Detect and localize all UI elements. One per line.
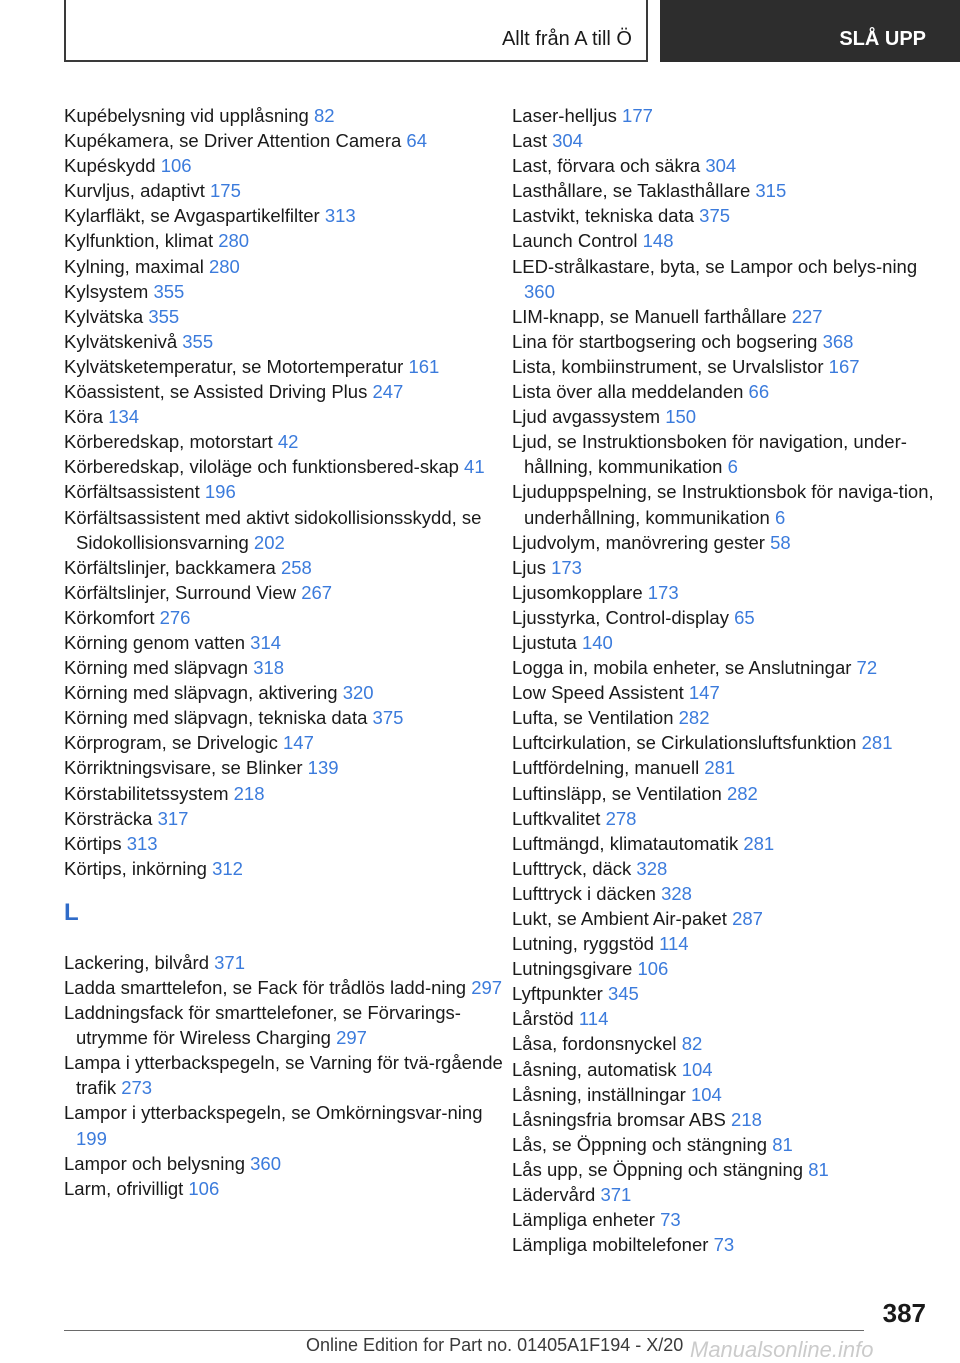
index-page-link[interactable]: 81 <box>808 1158 829 1180</box>
index-entry-text: Körtips <box>64 832 122 854</box>
index-list-k <box>64 103 504 881</box>
index-entry <box>64 605 504 630</box>
index-page-link[interactable]: 114 <box>659 933 689 955</box>
index-entry <box>512 1232 952 1257</box>
index-entry-text: Kylarfläkt, se Avgaspartikelfilter <box>64 205 320 227</box>
index-entry <box>512 1107 952 1132</box>
index-entry-text: Lufttryck, däck <box>512 857 632 879</box>
index-entry <box>64 379 504 404</box>
index-entry <box>512 178 952 203</box>
index-entry-text: Körberedskap, viloläge och funktionsbered-skap <box>64 456 459 478</box>
index-entry-text: Lampor i ytterbackspegeln, se Omkörningsvar-ning <box>64 1102 483 1124</box>
index-entry <box>64 279 504 304</box>
index-entry-text: Lampa i ytterbackspegeln, se Varning för tvä-rgående trafik <box>64 1052 503 1099</box>
index-page-link[interactable]: 202 <box>253 531 285 553</box>
index-entry <box>512 630 952 655</box>
index-entry <box>512 1057 952 1082</box>
index-page-link[interactable]: 173 <box>647 581 679 603</box>
index-page-link[interactable]: 218 <box>233 782 265 804</box>
index-entry <box>64 781 504 806</box>
index-page-link[interactable]: 65 <box>734 606 755 628</box>
index-entry <box>512 1182 952 1207</box>
index-entry <box>64 580 504 605</box>
index-entry-text: Körning med släpvagn <box>64 657 249 679</box>
index-page-link[interactable]: 81 <box>772 1133 793 1155</box>
index-entry-text: Lina för startbogsering och bogsering <box>512 330 818 352</box>
index-entry <box>512 580 952 605</box>
index-entry <box>64 655 504 680</box>
index-entry <box>64 1000 504 1050</box>
index-entry-text: Ladda smarttelefon, se Fack för trådlös ladd-ning <box>64 977 467 998</box>
index-entry <box>512 806 952 831</box>
index-page-link[interactable]: 371 <box>600 1184 632 1206</box>
index-entry-text: Lampor och belysning <box>64 1152 245 1174</box>
index-entry <box>512 730 952 755</box>
index-entry-text: Last, förvara och säkra <box>512 155 701 177</box>
index-entry <box>512 781 952 806</box>
index-entry-text: Luftinsläpp, se Ventilation <box>512 782 722 804</box>
index-entry <box>64 730 504 755</box>
index-list-l-left <box>64 950 504 1201</box>
index-page-link[interactable]: 320 <box>342 682 374 704</box>
index-entry <box>64 304 504 329</box>
index-entry <box>64 555 504 580</box>
index-entry-text: Lufta, se Ventilation <box>512 707 674 729</box>
index-entry-text: Körtips, inkörning <box>64 857 207 879</box>
index-entry-text: LIM-knapp, se Manuell farthållare <box>512 305 787 327</box>
index-entry-text: Kurvljus, adaptivt <box>64 180 205 202</box>
index-entry <box>512 479 952 529</box>
index-page-link[interactable]: 139 <box>307 757 339 779</box>
index-entry-text: Ljus <box>512 556 546 578</box>
index-page-link[interactable]: 58 <box>770 531 791 553</box>
index-entry <box>512 404 952 429</box>
index-entry-text: Luftfördelning, manuell <box>512 757 700 779</box>
index-entry <box>64 128 504 153</box>
index-entry-text: Ljudvolym, manövrering gester <box>512 531 765 553</box>
index-entry <box>64 950 504 975</box>
index-entry-text: Kylsystem <box>64 280 149 302</box>
index-page-link[interactable]: 73 <box>713 1234 735 1256</box>
index-entry <box>64 203 504 228</box>
index-entry <box>512 555 952 580</box>
index-entry-text: Lasthållare, se Taklasthållare <box>512 180 751 202</box>
index-entry-text: Launch Control <box>512 230 638 252</box>
index-page-link[interactable]: 140 <box>581 631 613 653</box>
index-entry-text: Kylvätskenivå <box>64 330 178 352</box>
index-entry <box>64 1151 504 1176</box>
index-page-link[interactable]: 317 <box>157 807 189 829</box>
index-entry-text: Ljud avgassystem <box>512 406 661 428</box>
index-page-link[interactable]: 167 <box>828 355 860 377</box>
index-page-link[interactable]: 328 <box>636 857 668 879</box>
index-page-link[interactable]: 314 <box>250 631 282 653</box>
index-entry-text: Körfältslinjer, Surround View <box>64 581 297 603</box>
index-page-link[interactable]: 273 <box>121 1077 153 1099</box>
index-page-link[interactable]: 313 <box>126 832 158 854</box>
index-entry <box>64 755 504 780</box>
index-page-link[interactable]: 106 <box>637 958 669 980</box>
index-entry-text: Kylvätsketemperatur, se Motortemperatur <box>64 355 404 377</box>
index-page-link[interactable]: 82 <box>313 105 335 126</box>
index-page-link[interactable]: 375 <box>699 205 731 227</box>
index-page-link[interactable]: 64 <box>406 130 427 152</box>
index-page-link[interactable]: 355 <box>153 280 185 302</box>
index-page-link[interactable]: 6 <box>727 456 738 478</box>
index-list-l-right <box>512 103 952 1257</box>
index-page-link[interactable]: 199 <box>76 1127 107 1149</box>
index-entry <box>64 505 504 555</box>
index-page-link[interactable]: 82 <box>681 1033 703 1055</box>
index-entry-text: Körkomfort <box>64 606 155 628</box>
index-page-link[interactable]: 360 <box>250 1152 282 1174</box>
index-page-link[interactable]: 267 <box>301 581 333 603</box>
index-page-link[interactable]: 104 <box>681 1058 713 1080</box>
index-entry-text: Låsning, inställningar <box>512 1083 686 1105</box>
index-entry <box>512 856 952 881</box>
index-entry <box>64 856 504 881</box>
index-entry <box>512 379 952 404</box>
index-page-link[interactable]: 282 <box>678 707 710 729</box>
index-entry <box>512 1006 952 1031</box>
index-entry <box>512 655 952 680</box>
index-entry <box>512 203 952 228</box>
index-entry <box>512 831 952 856</box>
index-entry <box>512 153 952 178</box>
index-entry-text: Lista, kombiinstrument, se Urvalslistor <box>512 355 824 377</box>
index-page-link[interactable]: 66 <box>748 381 770 403</box>
index-entry-text: Lås upp, se Öppning och stängning <box>512 1158 804 1180</box>
index-entry-text: Körfältsassistent <box>64 481 200 503</box>
index-entry-text: Luftkvalitet <box>512 807 601 829</box>
index-entry-text: Lämpliga enheter <box>512 1209 655 1231</box>
index-entry-text: Low Speed Assistent <box>512 682 684 704</box>
index-entry-text: Körsträcka <box>64 807 153 829</box>
index-page-link[interactable]: 280 <box>208 255 240 277</box>
index-entry-text: Kylfunktion, klimat <box>64 230 214 252</box>
index-entry-text: Låsa, fordonsnyckel <box>512 1033 677 1055</box>
index-entry <box>64 103 504 128</box>
index-page-link[interactable]: 375 <box>372 707 404 729</box>
index-page-link[interactable]: 175 <box>210 180 241 202</box>
index-page-link[interactable]: 41 <box>464 456 485 478</box>
index-entry-text: Körning genom vatten <box>64 631 246 653</box>
index-entry-text: Lista över alla meddelanden <box>512 381 744 403</box>
index-page-link[interactable]: 315 <box>755 180 787 202</box>
index-entry-text: Körstabilitetssystem <box>64 782 229 804</box>
index-entry-text: Lårstöd <box>512 1008 574 1030</box>
index-entry-text: Ljuduppspelning, se Instruktionsbok för naviga-tion, underhållning, kommunikation <box>512 481 934 528</box>
index-entry <box>512 304 952 329</box>
index-entry-text: Köra <box>64 406 104 428</box>
index-entry-text: Kylning, maximal <box>64 255 204 277</box>
index-entry <box>64 806 504 831</box>
index-page-link[interactable]: 196 <box>204 481 236 503</box>
index-entry <box>512 931 952 956</box>
index-entry <box>512 755 952 780</box>
index-entry <box>64 831 504 856</box>
index-entry-text: Luftmängd, klimatautomatik <box>512 832 739 854</box>
index-page-link[interactable]: 281 <box>861 732 893 754</box>
index-entry <box>512 906 952 931</box>
index-entry <box>64 1176 504 1201</box>
index-entry-text: Körfältslinjer, backkamera <box>64 556 276 578</box>
index-page-link[interactable]: 371 <box>214 951 246 973</box>
index-entry <box>512 1082 952 1107</box>
index-page-link[interactable]: 150 <box>665 406 697 428</box>
index-entry <box>512 981 952 1006</box>
index-page-link[interactable]: 114 <box>578 1008 609 1030</box>
index-entry <box>64 329 504 354</box>
page-number: 387 <box>882 1298 926 1328</box>
index-entry <box>64 254 504 279</box>
index-entry <box>512 354 952 379</box>
footer-edition: Online Edition for Part no. 01405A1F194 - X/20 <box>306 1335 684 1355</box>
index-entry-text: Köassistent, se Assisted Driving Plus <box>64 381 368 403</box>
index-entry-text: Laser-helljus <box>512 105 617 126</box>
index-entry-text: Kupéskydd <box>64 155 156 177</box>
index-entry-text: Körfältsassistent med aktivt sidokollisionsskydd, se Sidokollisionsvarning <box>64 506 482 553</box>
index-entry-text: Ljud, se Instruktionsboken för navigation, under-hållning, kommunikation <box>512 431 907 478</box>
index-page-link[interactable]: 318 <box>253 657 285 679</box>
index-entry-text: Luftcirkulation, se Cirkulationsluftsfunktion <box>512 732 857 754</box>
index-entry <box>64 479 504 504</box>
index-page-link[interactable]: 104 <box>690 1083 722 1105</box>
index-entry <box>64 429 504 454</box>
header-title: Allt från A till Ö <box>501 28 632 50</box>
index-entry-text: Larm, ofrivilligt <box>64 1177 184 1199</box>
index-entry-text: Lädervård <box>512 1184 596 1206</box>
index-column-left <box>64 103 504 1201</box>
index-page-link[interactable]: 281 <box>704 757 736 779</box>
index-entry-text: Körning med släpvagn, aktivering <box>64 682 338 704</box>
index-entry-text: Kupékamera, se Driver Attention Camera <box>64 130 402 152</box>
index-page-link[interactable]: 297 <box>336 1027 367 1049</box>
index-entry-text: Logga in, mobila enheter, se Anslutningar <box>512 657 852 679</box>
index-entry <box>512 680 952 705</box>
index-entry <box>512 1207 952 1232</box>
index-entry <box>512 429 952 479</box>
index-page-link[interactable]: 72 <box>856 657 878 679</box>
index-entry-text: Låsningsfria bromsar ABS <box>512 1108 726 1130</box>
index-entry <box>512 103 952 128</box>
index-entry-text: Lås, se Öppning och stängning <box>512 1133 768 1155</box>
index-page-link[interactable]: 328 <box>661 882 692 904</box>
index-entry <box>512 530 952 555</box>
index-column-right <box>512 103 952 1257</box>
index-entry <box>64 354 504 379</box>
index-entry-text: Last <box>512 130 547 152</box>
index-page-link[interactable]: 73 <box>660 1209 681 1231</box>
index-page-link[interactable]: 282 <box>726 782 758 804</box>
watermark: Manualsonline.info <box>690 1337 874 1362</box>
index-entry <box>512 881 952 906</box>
index-entry <box>64 680 504 705</box>
index-entry-text: Ljusomkopplare <box>512 581 643 603</box>
index-entry-text: Låsning, automatisk <box>512 1058 677 1080</box>
index-page-link[interactable]: 355 <box>182 330 214 352</box>
index-page-link[interactable]: 360 <box>524 280 555 302</box>
index-entry-text: Ljusstyrka, Control-display <box>512 606 729 628</box>
header-tab <box>64 0 648 62</box>
index-entry-text: Kylvätska <box>64 305 144 327</box>
index-page-link[interactable]: 345 <box>607 983 639 1005</box>
index-entry <box>64 705 504 730</box>
look-up-button[interactable]: SLÅ UPP <box>660 0 960 62</box>
index-page-link[interactable]: 6 <box>774 506 786 528</box>
index-page-link[interactable]: 227 <box>791 305 823 327</box>
index-page-link[interactable]: 106 <box>160 155 192 177</box>
index-entry <box>64 975 504 1000</box>
index-entry <box>64 1100 504 1150</box>
index-entry <box>512 228 952 253</box>
index-entry <box>512 605 952 630</box>
index-page-link[interactable]: 147 <box>283 732 314 754</box>
index-page-link[interactable]: 313 <box>324 205 356 227</box>
index-entry-text: Lackering, bilvård <box>64 951 209 973</box>
index-entry-text: Ljustuta <box>512 631 577 653</box>
index-entry-text: Lukt, se Ambient Air-paket <box>512 908 727 929</box>
index-entry <box>64 630 504 655</box>
index-entry <box>512 254 952 304</box>
index-page-link[interactable]: 106 <box>188 1177 220 1199</box>
index-entry <box>64 153 504 178</box>
index-entry-text: Körberedskap, motorstart <box>64 431 273 453</box>
index-page-link[interactable]: 280 <box>218 230 250 252</box>
index-page-link[interactable]: 42 <box>277 431 299 453</box>
index-entry <box>64 228 504 253</box>
index-page-link[interactable]: 312 <box>212 857 243 879</box>
index-entry <box>512 956 952 981</box>
index-entry-text: Lufttryck i däcken <box>512 882 656 904</box>
index-page-link[interactable]: 173 <box>551 556 582 578</box>
index-entry <box>512 128 952 153</box>
index-page-link[interactable]: 281 <box>743 832 775 854</box>
index-entry <box>512 705 952 730</box>
index-entry-text: Laddningsfack för smarttelefoner, se Förvarings-utrymme för Wireless Charging <box>64 1002 461 1049</box>
index-entry-text: Lyftpunkter <box>512 983 603 1005</box>
index-entry-text: Lämpliga mobiltelefoner <box>512 1234 709 1256</box>
index-entry-text: Körriktningsvisare, se Blinker <box>64 757 303 779</box>
index-entry-text: LED-strålkastare, byta, se Lampor och belys-ning <box>512 255 918 277</box>
index-page-link[interactable]: 247 <box>372 381 404 403</box>
index-page-link[interactable]: 258 <box>280 556 312 578</box>
index-entry <box>512 1157 952 1182</box>
index-page-link[interactable]: 134 <box>108 406 140 428</box>
index-entry <box>64 1050 504 1100</box>
section-letter: L <box>64 898 79 926</box>
index-entry-text: Lutning, ryggstöd <box>512 933 654 955</box>
index-entry-text: Körprogram, se Drivelogic <box>64 732 278 754</box>
index-page-link[interactable]: 287 <box>732 908 763 929</box>
index-entry <box>512 1031 952 1056</box>
footer-divider <box>64 1330 864 1331</box>
index-entry <box>64 178 504 203</box>
index-entry <box>512 329 952 354</box>
index-entry-text: Kupébelysning vid upplåsning <box>64 105 309 126</box>
index-page-link[interactable]: 278 <box>605 807 637 829</box>
index-page-link[interactable]: 355 <box>148 305 180 327</box>
index-entry-text: Lutningsgivare <box>512 958 633 980</box>
index-entry <box>64 404 504 429</box>
index-page-link[interactable]: 297 <box>471 977 503 998</box>
index-page-link[interactable]: 218 <box>731 1108 762 1130</box>
index-entry <box>64 454 504 479</box>
index-entry <box>512 1132 952 1157</box>
index-page-link[interactable]: 148 <box>642 230 674 252</box>
index-page-link[interactable]: 368 <box>822 330 854 352</box>
index-page-link[interactable]: 304 <box>552 130 583 152</box>
index-page-link[interactable]: 304 <box>705 155 737 177</box>
index-page-link[interactable]: 276 <box>159 606 191 628</box>
index-entry-text: Körning med släpvagn, tekniska data <box>64 707 368 729</box>
index-entry-text: Lastvikt, tekniska data <box>512 205 695 227</box>
index-page-link[interactable]: 147 <box>688 682 720 704</box>
index-page-link[interactable]: 161 <box>408 355 440 377</box>
index-page-link[interactable]: 177 <box>622 105 653 126</box>
